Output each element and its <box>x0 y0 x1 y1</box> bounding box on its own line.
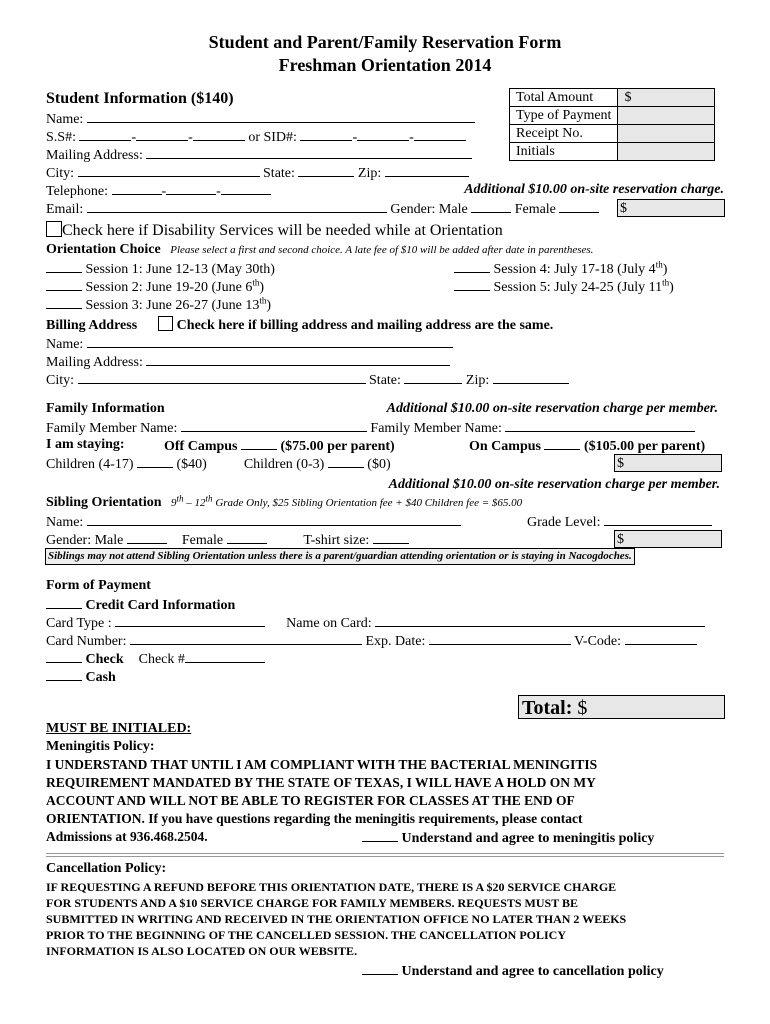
sibling-male-field[interactable] <box>127 530 167 544</box>
student-state-field[interactable] <box>298 163 354 177</box>
phone-part2-field[interactable] <box>166 181 216 195</box>
billing-zip-field[interactable] <box>493 370 569 384</box>
name-on-card-label: Name on Card: <box>286 616 372 631</box>
vcode-label: V-Code: <box>574 634 622 649</box>
check-choice-field[interactable] <box>46 649 82 663</box>
tshirt-field[interactable] <box>373 530 409 544</box>
billing-state-label: State: <box>369 373 401 388</box>
divider <box>46 853 724 854</box>
session-3-choice-field[interactable] <box>46 295 82 309</box>
student-heading: Student Information ($140) <box>46 90 234 107</box>
check-label: Check <box>85 652 124 667</box>
card-type-row <box>46 613 705 633</box>
children-4-17-price: ($40) <box>176 457 207 472</box>
exp-date-label: Exp. Date: <box>365 634 426 649</box>
student-email-row <box>46 199 599 219</box>
divider <box>46 856 724 857</box>
session-1 <box>46 259 275 279</box>
on-campus-row <box>469 436 705 456</box>
sibling-grade-field[interactable] <box>604 512 712 526</box>
family-charge-note: Additional $10.00 on-site reservation charge per member. <box>386 401 718 416</box>
disability-checkbox[interactable] <box>46 221 62 237</box>
form-title: Student and Parent/Family Reservation Form <box>208 32 562 52</box>
cancellation-line-3: SUBMITTED IN WRITING AND RECEIVED IN THE ORIENTATION OFFICE NO LATER THAN 2 WEEKS <box>46 912 627 926</box>
dash: - <box>409 130 414 145</box>
family-member-label: Family Member Name: <box>46 421 178 436</box>
student-name-label: Name: <box>46 112 84 127</box>
total-box[interactable] <box>518 695 725 719</box>
total-label: Total: <box>522 697 573 719</box>
gender-female-label: Female <box>514 202 556 217</box>
office-total-amount-field[interactable]: $ <box>618 89 715 107</box>
phone-part1-field[interactable] <box>112 181 162 195</box>
phone-part3-field[interactable] <box>221 181 271 195</box>
billing-city-row <box>46 370 569 390</box>
office-label: Total Amount <box>510 89 618 107</box>
orientation-heading: Orientation Choice <box>46 242 161 257</box>
ss-part3-field[interactable] <box>193 127 245 141</box>
card-type-label: Card Type : <box>46 616 112 631</box>
off-campus-field[interactable] <box>241 436 277 450</box>
gender-female-field[interactable] <box>559 199 599 213</box>
meningitis-line-1: I UNDERSTAND THAT UNTIL I AM COMPLIANT WITH THE BACTERIAL MENINGITIS <box>46 757 598 772</box>
zip-label: Zip: <box>357 166 382 181</box>
session-3-label: Session 3: June 26-27 (June 13 <box>85 298 260 313</box>
family-heading: Family Information <box>46 401 165 416</box>
paren: ) <box>266 298 272 313</box>
family-amount-field[interactable]: $ <box>614 454 722 472</box>
session-5-label: Session 5: July 24-25 (July 11 <box>493 280 663 295</box>
cancellation-agree-row <box>362 961 664 981</box>
meningitis-agree-label: Understand and agree to meningitis policy <box>401 831 655 846</box>
card-number-field[interactable] <box>130 631 362 645</box>
billing-zip-label: Zip: <box>465 373 490 388</box>
family-member1-field[interactable] <box>181 418 367 432</box>
city-label: City: <box>46 166 75 181</box>
note-part: – 12 <box>183 497 206 509</box>
paren: ) <box>259 280 265 295</box>
telephone-label: Telephone: <box>46 184 108 199</box>
student-name-row <box>46 109 475 129</box>
form-subtitle: Freshman Orientation 2014 <box>278 55 492 75</box>
disability-label: Check here if Disability Services will be needed while at Orientation <box>62 222 503 239</box>
off-campus-label: Off Campus <box>164 439 238 454</box>
family-member2-field[interactable] <box>505 418 695 432</box>
session-2-choice-field[interactable] <box>46 277 82 291</box>
billing-name-label: Name: <box>46 337 84 352</box>
dash: - <box>352 130 358 145</box>
sid-part3-field[interactable] <box>414 127 466 141</box>
billing-same-label: Check here if billing address and mailing address are the same. <box>176 318 554 333</box>
orientation-heading-row <box>46 241 593 259</box>
card-number-label: Card Number: <box>46 634 127 649</box>
card-number-row <box>46 631 697 651</box>
superscript: th <box>176 493 184 504</box>
sibling-name-field[interactable] <box>87 512 461 526</box>
session-2-label: Session 2: June 19-20 (June 6 <box>85 280 253 295</box>
sibling-female-field[interactable] <box>227 530 267 544</box>
office-label: Receipt No. <box>510 125 618 143</box>
dash: - <box>131 130 137 145</box>
billing-name-row <box>46 334 453 354</box>
sibling-grade-row <box>527 512 712 532</box>
office-row-receipt <box>510 125 715 143</box>
cash-choice-field[interactable] <box>46 667 82 681</box>
family-member-label: Family Member Name: <box>370 421 502 436</box>
sid-part1-field[interactable] <box>300 127 352 141</box>
state-label: State: <box>263 166 295 181</box>
children-0-3-label: Children (0-3) <box>243 457 325 472</box>
session-1-label: Session 1: June 12-13 (May 30th) <box>85 262 275 277</box>
session-5-choice-field[interactable] <box>454 277 490 291</box>
office-row-payment-type <box>510 107 715 125</box>
paren: ) <box>662 262 668 277</box>
session-4-choice-field[interactable] <box>454 259 490 273</box>
dash: - <box>216 184 221 199</box>
cancellation-line-1: IF REQUESTING A REFUND BEFORE THIS ORIENTATION DATE, THERE IS A $20 SERVICE CHARGE <box>46 880 617 894</box>
student-telephone-row <box>46 181 271 201</box>
office-initials-field[interactable] <box>618 143 715 161</box>
cancellation-initial-field[interactable] <box>362 961 398 975</box>
meningitis-agree-row <box>362 828 654 848</box>
gender-male-field[interactable] <box>471 199 511 213</box>
student-city-row <box>46 163 469 183</box>
email-label: Email: <box>46 202 84 217</box>
meningitis-initial-field[interactable] <box>362 828 398 842</box>
session-5 <box>454 277 674 297</box>
session-4 <box>454 259 667 279</box>
check-number-field[interactable] <box>185 649 265 663</box>
student-city-field[interactable] <box>78 163 260 177</box>
name-on-card-field[interactable] <box>375 613 705 627</box>
billing-heading: Billing Address <box>46 318 138 333</box>
office-label: Type of Payment <box>510 107 618 125</box>
off-campus-price: ($75.00 per parent) <box>280 439 395 454</box>
sibling-heading-row <box>46 494 522 512</box>
student-mailing-row <box>46 145 472 165</box>
tshirt-label: T-shirt size: <box>303 533 370 548</box>
card-type-field[interactable] <box>115 613 265 627</box>
sibling-charge-note: Additional $10.00 on-site reservation charge per member. <box>388 477 720 492</box>
cash-label: Cash <box>85 670 116 685</box>
on-campus-label: On Campus <box>469 439 541 454</box>
vcode-field[interactable] <box>625 631 697 645</box>
must-initial-heading: MUST BE INITIALED: <box>46 721 192 736</box>
children-4-17-label: Children (4-17) <box>46 457 134 472</box>
billing-mailing-field[interactable] <box>146 352 450 366</box>
sibling-gender-male-label: Gender: Male <box>46 533 124 548</box>
ss-part2-field[interactable] <box>136 127 188 141</box>
session-3 <box>46 295 271 315</box>
billing-mailing-label: Mailing Address: <box>46 355 143 370</box>
billing-same-checkbox[interactable] <box>158 316 173 331</box>
superscript: th <box>252 277 260 288</box>
billing-city-label: City: <box>46 373 75 388</box>
meningitis-line-2: REQUIREMENT MANDATED BY THE STATE OF TEXAS, I WILL HAVE A HOLD ON MY <box>46 775 596 790</box>
student-ss-row <box>46 127 466 147</box>
cancellation-line-2: FOR STUDENTS AND A $10 SERVICE CHARGE FOR FAMILY MEMBERS. REQUESTS MUST BE <box>46 896 579 910</box>
check-row <box>46 649 265 669</box>
credit-card-choice-field[interactable] <box>46 595 82 609</box>
office-label: Initials <box>510 143 618 161</box>
superscript: th <box>259 295 267 306</box>
sid-label: or SID#: <box>248 130 297 145</box>
superscript: th <box>205 493 213 504</box>
cancellation-line-4: PRIOR TO THE BEGINNING OF THE CANCELLED SESSION. THE CANCELLATION POLICY <box>46 928 567 942</box>
cancellation-heading: Cancellation Policy: <box>46 861 167 876</box>
ss-part1-field[interactable] <box>79 127 131 141</box>
dash: - <box>188 130 193 145</box>
dash: - <box>161 184 167 199</box>
billing-name-field[interactable] <box>87 334 453 348</box>
sibling-name-label: Name: <box>46 515 84 530</box>
children-0-3-field[interactable] <box>328 454 364 468</box>
billing-state-field[interactable] <box>404 370 462 384</box>
office-payment-type-field[interactable] <box>618 107 715 125</box>
mailing-label: Mailing Address: <box>46 148 143 163</box>
exp-date-field[interactable] <box>429 631 571 645</box>
credit-card-label: Credit Card Information <box>85 598 236 613</box>
meningitis-heading: Meningitis Policy: <box>46 739 155 754</box>
children-4-17-field[interactable] <box>137 454 173 468</box>
office-use-table <box>509 88 715 161</box>
sibling-name-row <box>46 512 461 532</box>
office-receipt-field[interactable] <box>618 125 715 143</box>
paren: ) <box>669 280 674 295</box>
sibling-gender-row <box>46 530 409 550</box>
children-row <box>46 454 391 474</box>
student-additional-charge: Additional $10.00 on-site reservation charge. <box>464 182 724 197</box>
student-amount-field[interactable]: $ <box>617 199 725 217</box>
off-campus-row <box>164 436 395 456</box>
meningitis-line-3: ACCOUNT AND WILL NOT BE ABLE TO REGISTER FOR CLASSES AT THE END OF <box>46 793 575 808</box>
meningitis-line-5: Admissions at 936.468.2504. <box>46 829 208 844</box>
billing-heading-row <box>46 316 553 335</box>
meningitis-line-4: ORIENTATION. If you have questions regarding the meningitis requirements, please contact <box>46 811 583 826</box>
payment-heading: Form of Payment <box>46 578 151 593</box>
sibling-amount-field[interactable]: $ <box>614 530 722 548</box>
note-part: Grade Only, $25 Sibling Orientation fee + $40 Children fee = $65.00 <box>212 497 523 509</box>
family-member-row <box>46 418 695 438</box>
student-email-field[interactable] <box>87 199 387 213</box>
orientation-note: Please select a first and second choice. A late fee of $10 will be added after date in parentheses. <box>170 244 594 256</box>
on-campus-price: ($105.00 per parent) <box>583 439 706 454</box>
gender-male-label: Gender: Male <box>390 202 468 217</box>
ss-label: S.S#: <box>46 130 76 145</box>
on-campus-field[interactable] <box>544 436 580 450</box>
billing-mailing-row <box>46 352 450 372</box>
sibling-note <box>171 493 523 509</box>
credit-card-row <box>46 595 235 615</box>
sid-part2-field[interactable] <box>357 127 409 141</box>
sibling-grade-label: Grade Level: <box>527 515 601 530</box>
session-2 <box>46 277 264 297</box>
total-dollar: $ <box>577 697 588 719</box>
billing-city-field[interactable] <box>78 370 366 384</box>
superscript: th <box>655 259 663 270</box>
session-1-choice-field[interactable] <box>46 259 82 273</box>
session-4-label: Session 4: July 17-18 (July 4 <box>493 262 656 277</box>
sibling-heading: Sibling Orientation <box>46 495 162 510</box>
check-number-label: Check # <box>138 652 185 667</box>
cash-row <box>46 667 116 687</box>
sibling-female-label: Female <box>181 533 224 548</box>
cancellation-agree-label: Understand and agree to cancellation policy <box>401 964 664 979</box>
note-part: 9 <box>171 497 177 509</box>
office-row-initials <box>510 143 715 161</box>
superscript: th <box>662 277 670 288</box>
student-name-field[interactable] <box>87 109 475 123</box>
children-0-3-price: ($0) <box>367 457 391 472</box>
student-mailing-field[interactable] <box>146 145 472 159</box>
office-row-total <box>510 89 715 107</box>
staying-label: I am staying: <box>46 437 125 452</box>
student-zip-field[interactable] <box>385 163 469 177</box>
sibling-warning: Siblings may not attend Sibling Orientation unless there is a parent/guardian attending orientation or is staying in Nacogdoches. <box>45 548 635 565</box>
disability-row <box>46 221 503 241</box>
cancellation-line-5: INFORMATION IS ALSO LOCATED ON OUR WEBSITE. <box>46 944 358 958</box>
